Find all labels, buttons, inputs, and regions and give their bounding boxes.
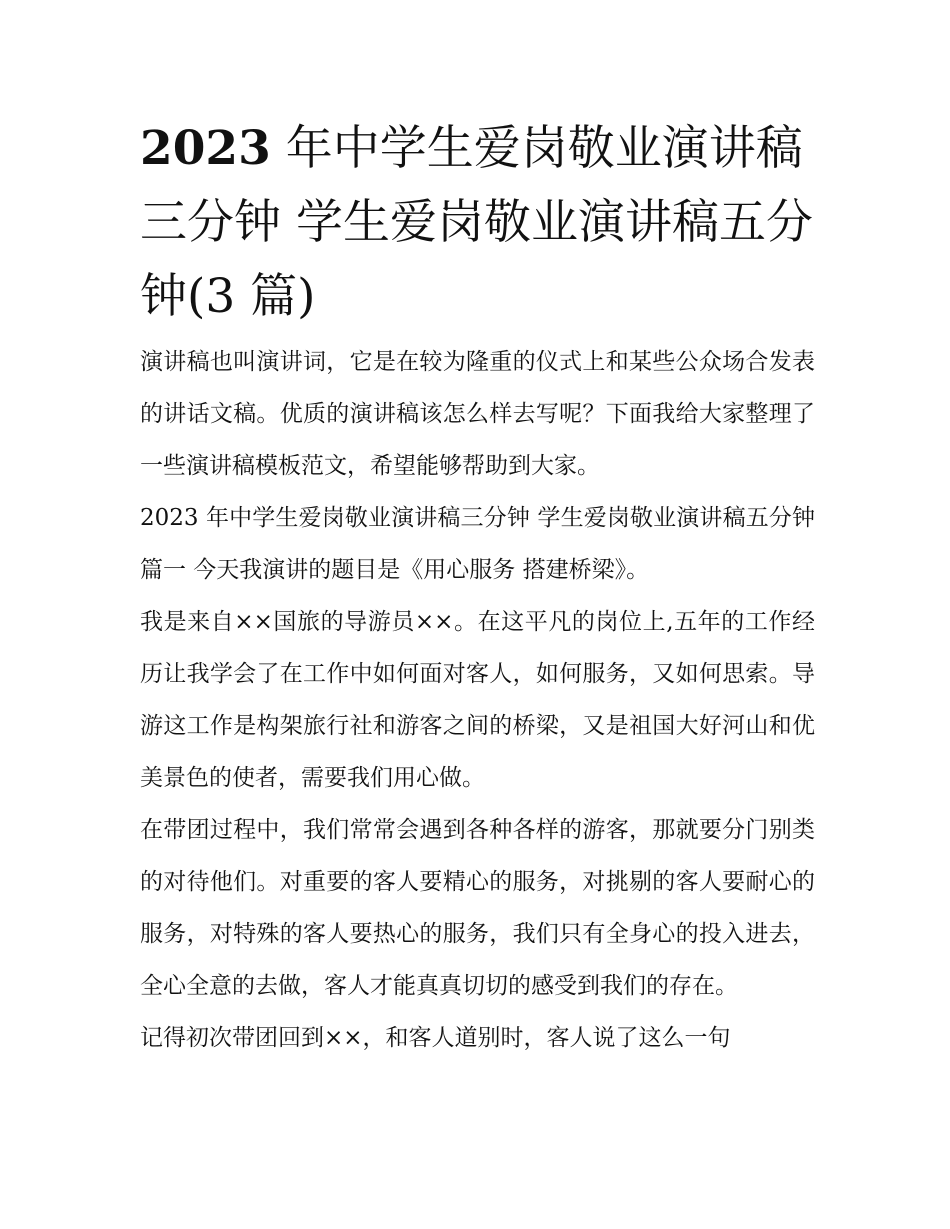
document-title [140,112,815,334]
paragraph-body-1: 我是来自××国旅的导游员××。在这平凡的岗位上,五年的工作经历让我学会了在工作中如何面对客人，如何服务，又如何思索。导游这工作是构架旅行社和游客之间的桥梁，又是祖国大好河山和优美景色的使者，需要我们用心做。 [140,609,815,791]
document-page [140,112,815,1064]
title-year: 2023 [140,121,271,176]
paragraph-body-2: 在带团过程中，我们常常会遇到各种各样的游客，那就要分门别类的对待他们。对重要的客人要精心的服务，对挑剔的客人要耐心的服务，对特殊的客人要热心的服务，我们只有全身心的投入进去，全心全意的去做，客人才能真真切切的感受到我们的存在。 [140,817,815,999]
paragraph-section-heading: 2023 年中学生爱岗敬业演讲稿三分钟 学生爱岗敬业演讲稿五分钟篇一 今天我演讲的题目是《用心服务 搭建桥梁》。 [140,505,815,583]
title-text: 年中学生爱岗敬业演讲稿三分钟 学生爱岗敬业演讲稿五分钟(3 篇) [140,121,813,324]
paragraph-body-3: 记得初次带团回到××，和客人道别时，客人说了这么一句 [140,1025,731,1051]
paragraph-intro: 演讲稿也叫演讲词，它是在较为隆重的仪式上和某些公众场合发表的讲话文稿。优质的演讲稿该怎么样去写呢？下面我给大家整理了一些演讲稿模板范文，希望能够帮助到大家。 [140,349,815,479]
